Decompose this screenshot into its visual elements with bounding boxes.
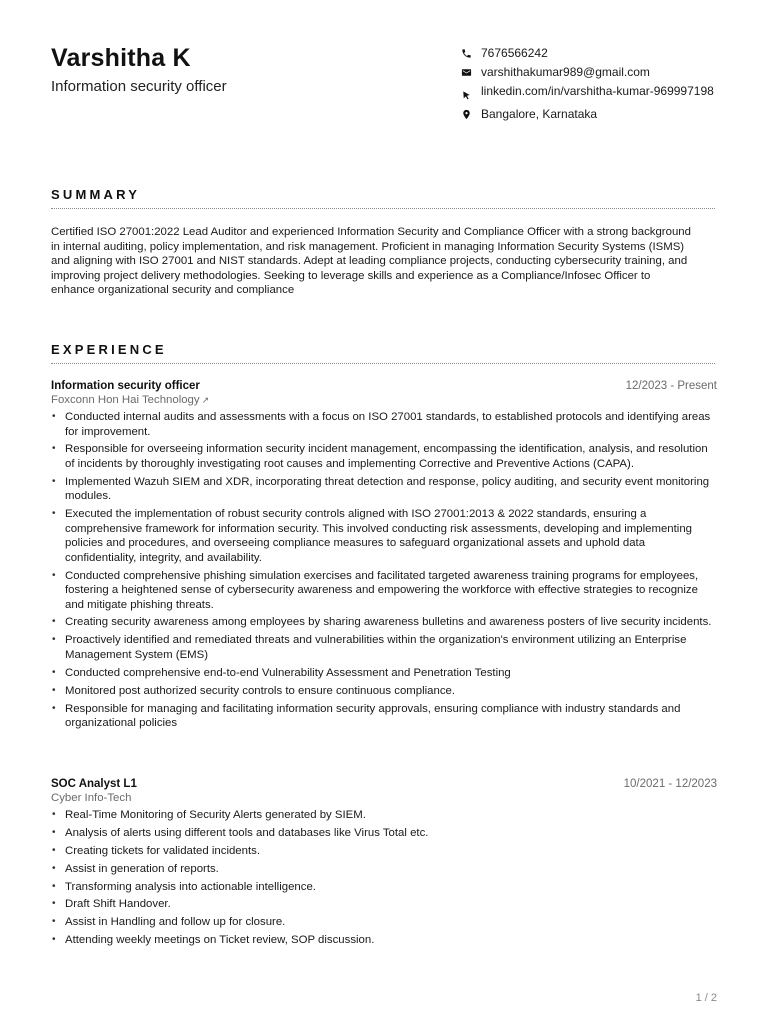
job-header [51,777,717,791]
list-item: • Conducted comprehensive phishing simulation exercises and facilitated targeted awareness training programs for employees, fostering a heightened sense of cybersecurity awareness and empowering the workforce with effective strategies to recognize and mitigate phishing threats. [51,569,717,613]
summary-heading: SUMMARY [51,187,715,209]
summary-text: Certified ISO 27001:2022 Lead Auditor and experienced Information Security and Compliance Officer with a strong background in internal auditing, policy implementation, and risk management. Proficient in managing Information Security Systems (ISMS) and aligning with ISO 27001 and NIST standards. Adept at leading compliance projects, conducting cybersecurity training, and improving project delivery methodologies. Seeking to leverage skills and experience as a Compliance/Infosec Officer to enhance organizational security and compliance [51,226,691,297]
list-item: • Assist in generation of reports. [51,862,717,877]
contact-location [458,107,720,121]
contact-block [458,46,720,126]
job-dates: 10/2021 - 12/2023 [623,778,717,790]
job-company: Cyber Info-Tech [51,792,132,804]
experience-heading: EXPERIENCE [51,342,715,364]
job-entry [51,777,717,951]
job-company [51,393,717,407]
list-item: • Proactively identified and remediated threats and vulnerabilities within the organization's environment utilizing an Enterprise Management System (EMS) [51,633,717,662]
list-item: • Executed the implementation of robust security controls aligned with ISO 27001:2013 & 2022 standards, ensuring a comprehensive framework for information security. This involved conducting risk assessments, developing and implementing policies and procedures, and overseeing compliance measures to safeguard organizational assets and uphold data confidentiality, integrity, and availability. [51,507,717,565]
external-link-icon[interactable]: ↗ [201,395,210,405]
list-item: • Creating security awareness among employees by sharing awareness bulletins and awareness posters of live security incidents. [51,615,717,630]
list-item: • Real-Time Monitoring of Security Alerts generated by SIEM. [51,808,717,823]
list-item: • Conducted internal audits and assessments with a focus on ISO 27001 standards, to established protocols and identifying areas for improvement. [51,410,717,439]
list-item: • Monitored post authorized security controls to ensure continuous compliance. [51,684,717,699]
job-bullets [51,410,717,731]
job-entry [51,379,717,734]
contact-linkedin [458,84,720,102]
location-pin-icon [458,107,474,121]
list-item: • Responsible for managing and facilitating information security approvals, ensuring compliance with industry standards and organizational policies [51,702,717,731]
list-item: • Transforming analysis into actionable intelligence. [51,880,717,895]
list-item: • Analysis of alerts using different tools and databases like Virus Total etc. [51,826,717,841]
location-text: Bangalore, Karnataka [481,107,598,121]
job-bullets [51,808,717,948]
linkedin-link[interactable]: linkedin.com/in/varshitha-kumar-969997198 [481,84,714,98]
phone-icon [458,46,474,60]
list-item: • Implemented Wazuh SIEM and XDR, incorporating threat detection and response, policy auditing, and security event monitoring modules. [51,475,717,504]
candidate-name: Varshitha K [51,44,191,72]
candidate-title: Information security officer [51,78,227,95]
cursor-icon [458,88,474,102]
email-icon [458,65,474,79]
company-name[interactable]: Foxconn Hon Hai Technology [51,394,200,406]
contact-phone [458,46,720,60]
job-header [51,379,717,393]
job-role: Information security officer [51,380,200,392]
list-item: • Attending weekly meetings on Ticket review, SOP discussion. [51,933,717,948]
list-item: • Assist in Handling and follow up for closure. [51,915,717,930]
list-item: • Conducted comprehensive end-to-end Vulnerability Assessment and Penetration Testing [51,666,717,681]
job-role: SOC Analyst L1 [51,778,137,790]
email-address[interactable]: varshithakumar989@gmail.com [481,65,650,79]
phone-number[interactable]: 7676566242 [481,46,548,60]
list-item: • Responsible for overseeing information security incident management, encompassing the identification, analysis, and resolution of incidents by thoroughly investigating root causes and implementing Corrective and Preventive Actions (CAPA). [51,442,717,471]
page-number: 1 / 2 [695,992,717,1004]
list-item: • Draft Shift Handover. [51,897,717,912]
list-item: • Creating tickets for validated incidents. [51,844,717,859]
contact-email [458,65,720,79]
job-dates: 12/2023 - Present [625,380,717,392]
